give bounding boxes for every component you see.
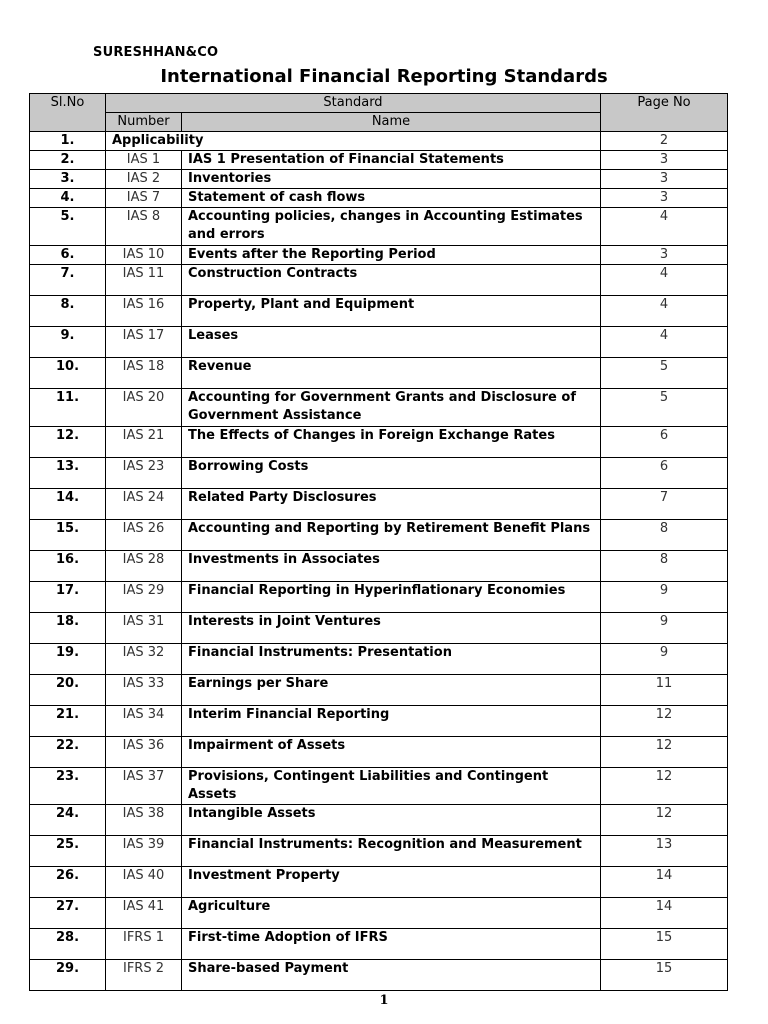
row-page: 9: [601, 644, 728, 675]
page-number: 1: [379, 993, 389, 1008]
row-name: Interests in Joint Ventures: [182, 613, 601, 644]
row-page: 9: [601, 582, 728, 613]
table-row: [30, 296, 728, 327]
row-number: IAS 24: [106, 489, 182, 520]
row-name: Agriculture: [182, 898, 601, 929]
row-sl-no: 13.: [30, 458, 106, 489]
row-page: 12: [601, 768, 728, 805]
row-page: 13: [601, 836, 728, 867]
row-number: IAS 18: [106, 358, 182, 389]
row-number: IAS 37: [106, 768, 182, 805]
row-sl-no: 27.: [30, 898, 106, 929]
row-sl-no: 24.: [30, 805, 106, 836]
row-sl-no: 6.: [30, 246, 106, 265]
row-name: Inventories: [182, 170, 601, 189]
row-name: Construction Contracts: [182, 265, 601, 296]
table-row: [30, 960, 728, 991]
row-page: 5: [601, 389, 728, 427]
row-page: 14: [601, 898, 728, 929]
row-sl-no: 4.: [30, 189, 106, 208]
table-row: [30, 327, 728, 358]
row-name: IAS 1 Presentation of Financial Statements: [182, 151, 601, 170]
row-number: IAS 39: [106, 836, 182, 867]
table-row: [30, 613, 728, 644]
row-number: IAS 34: [106, 706, 182, 737]
row-name: Property, Plant and Equipment: [182, 296, 601, 327]
row-number: IAS 28: [106, 551, 182, 582]
row-sl-no: 7.: [30, 265, 106, 296]
table-row: [30, 867, 728, 898]
row-sl-no: 25.: [30, 836, 106, 867]
row-name: Earnings per Share: [182, 675, 601, 706]
table-row: [30, 208, 728, 246]
row-sl-no: 15.: [30, 520, 106, 551]
row-page: 8: [601, 551, 728, 582]
row-sl-no: 8.: [30, 296, 106, 327]
row-name: Applicability: [106, 132, 601, 151]
row-number: IAS 33: [106, 675, 182, 706]
row-sl-no: 21.: [30, 706, 106, 737]
row-page: 3: [601, 246, 728, 265]
row-number: IAS 23: [106, 458, 182, 489]
row-sl-no: 23.: [30, 768, 106, 805]
row-page: 6: [601, 458, 728, 489]
row-sl-no: 28.: [30, 929, 106, 960]
row-page: 6: [601, 427, 728, 458]
row-sl-no: 20.: [30, 675, 106, 706]
row-name: Investment Property: [182, 867, 601, 898]
row-sl-no: 2.: [30, 151, 106, 170]
standards-table: [29, 93, 728, 991]
row-number: IAS 21: [106, 427, 182, 458]
row-name: Accounting policies, changes in Accounting Estimates and errors: [182, 208, 601, 246]
row-number: IFRS 2: [106, 960, 182, 991]
row-sl-no: 14.: [30, 489, 106, 520]
row-name: Leases: [182, 327, 601, 358]
row-number: IAS 40: [106, 867, 182, 898]
row-name: Provisions, Contingent Liabilities and Contingent Assets: [182, 768, 601, 805]
row-page: 11: [601, 675, 728, 706]
row-sl-no: 16.: [30, 551, 106, 582]
row-sl-no: 11.: [30, 389, 106, 427]
row-sl-no: 29.: [30, 960, 106, 991]
row-number: IAS 32: [106, 644, 182, 675]
row-name: Intangible Assets: [182, 805, 601, 836]
row-page: 15: [601, 960, 728, 991]
document-title: International Financial Reporting Standards: [160, 66, 608, 87]
row-name: Revenue: [182, 358, 601, 389]
header-standard: Standard: [106, 94, 601, 113]
row-sl-no: 12.: [30, 427, 106, 458]
row-name: Related Party Disclosures: [182, 489, 601, 520]
table-row: [30, 189, 728, 208]
table-row: [30, 170, 728, 189]
row-sl-no: 26.: [30, 867, 106, 898]
table-row: [30, 246, 728, 265]
table-row: [30, 805, 728, 836]
row-name: The Effects of Changes in Foreign Exchange Rates: [182, 427, 601, 458]
row-sl-no: 3.: [30, 170, 106, 189]
row-number: IAS 10: [106, 246, 182, 265]
row-page: 8: [601, 520, 728, 551]
row-page: 2: [601, 132, 728, 151]
row-name: Financial Instruments: Presentation: [182, 644, 601, 675]
header-sl-no: Sl.No: [30, 94, 106, 132]
table-row: [30, 836, 728, 867]
row-number: IAS 36: [106, 737, 182, 768]
row-page: 12: [601, 706, 728, 737]
table-row: [30, 675, 728, 706]
row-number: IAS 20: [106, 389, 182, 427]
row-number: IAS 16: [106, 296, 182, 327]
row-number: IAS 17: [106, 327, 182, 358]
table-row: [30, 132, 728, 151]
row-page: 4: [601, 265, 728, 296]
table-row: [30, 358, 728, 389]
row-page: 3: [601, 170, 728, 189]
row-number: IAS 8: [106, 208, 182, 246]
row-number: IAS 41: [106, 898, 182, 929]
row-number: IAS 26: [106, 520, 182, 551]
row-name: Statement of cash flows: [182, 189, 601, 208]
table-row: [30, 768, 728, 805]
row-number: IAS 38: [106, 805, 182, 836]
row-number: IAS 31: [106, 613, 182, 644]
table-row: [30, 389, 728, 427]
row-number: IAS 1: [106, 151, 182, 170]
row-name: Accounting and Reporting by Retirement Benefit Plans: [182, 520, 601, 551]
row-page: 5: [601, 358, 728, 389]
row-sl-no: 9.: [30, 327, 106, 358]
row-number: IAS 29: [106, 582, 182, 613]
row-name: Financial Reporting in Hyperinflationary Economies: [182, 582, 601, 613]
row-page: 15: [601, 929, 728, 960]
row-name: Share-based Payment: [182, 960, 601, 991]
row-sl-no: 19.: [30, 644, 106, 675]
row-page: 4: [601, 208, 728, 246]
table-row: [30, 644, 728, 675]
row-name: Accounting for Government Grants and Disclosure of Government Assistance: [182, 389, 601, 427]
row-name: Events after the Reporting Period: [182, 246, 601, 265]
row-page: 12: [601, 805, 728, 836]
row-name: Borrowing Costs: [182, 458, 601, 489]
header-number: Number: [106, 113, 182, 132]
table-row: [30, 427, 728, 458]
row-sl-no: 5.: [30, 208, 106, 246]
row-number: IAS 7: [106, 189, 182, 208]
row-sl-no: 22.: [30, 737, 106, 768]
row-sl-no: 17.: [30, 582, 106, 613]
row-number: IFRS 1: [106, 929, 182, 960]
row-sl-no: 1.: [30, 132, 106, 151]
row-number: IAS 11: [106, 265, 182, 296]
table-row: [30, 458, 728, 489]
row-name: Impairment of Assets: [182, 737, 601, 768]
row-page: 7: [601, 489, 728, 520]
row-name: Investments in Associates: [182, 551, 601, 582]
row-page: 3: [601, 189, 728, 208]
table-row: [30, 706, 728, 737]
row-page: 9: [601, 613, 728, 644]
table-row: [30, 551, 728, 582]
table-row: [30, 489, 728, 520]
row-sl-no: 18.: [30, 613, 106, 644]
row-number: IAS 2: [106, 170, 182, 189]
row-sl-no: 10.: [30, 358, 106, 389]
row-page: 3: [601, 151, 728, 170]
row-page: 14: [601, 867, 728, 898]
row-name: First-time Adoption of IFRS: [182, 929, 601, 960]
row-page: 4: [601, 327, 728, 358]
company-name: SURESHHAN&CO: [93, 45, 219, 60]
header-page-no: Page No: [601, 94, 728, 132]
table-row: [30, 520, 728, 551]
table-row: [30, 929, 728, 960]
row-page: 4: [601, 296, 728, 327]
row-page: 12: [601, 737, 728, 768]
table-row: [30, 151, 728, 170]
header-name: Name: [182, 113, 601, 132]
table-row: [30, 898, 728, 929]
table-row: [30, 265, 728, 296]
table-row: [30, 582, 728, 613]
table-row: [30, 737, 728, 768]
row-name: Interim Financial Reporting: [182, 706, 601, 737]
row-name: Financial Instruments: Recognition and Measurement: [182, 836, 601, 867]
